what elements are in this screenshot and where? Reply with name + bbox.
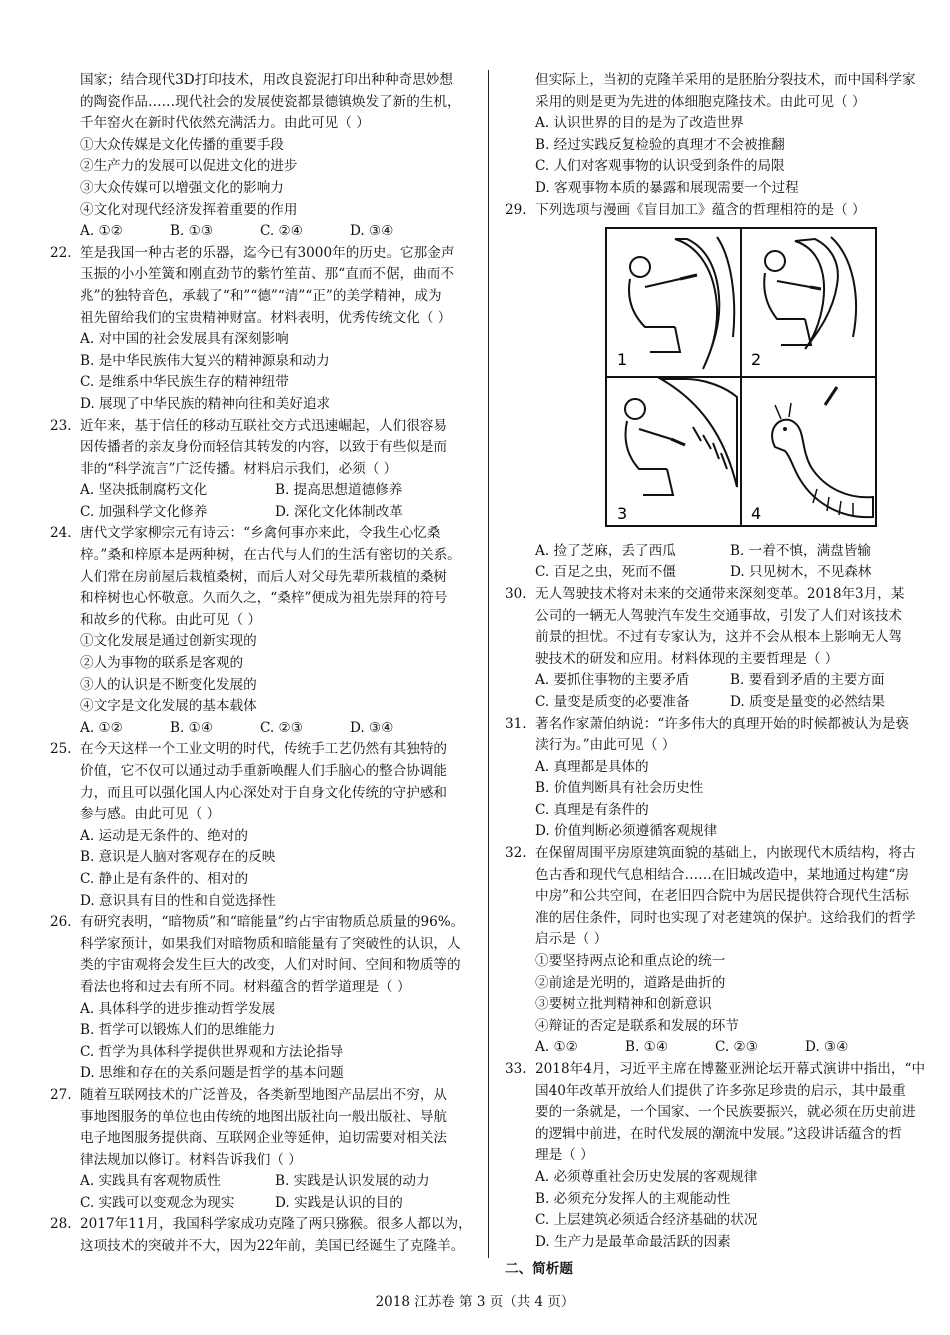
- stem-line: 梓。”桑和梓原本是两种树，在古代与人们的生活有密切的关系。: [80, 547, 461, 564]
- stem-line: 公司的一辆无人驾驶汽车发生交通事故，引发了人们对该技术: [535, 607, 903, 624]
- options-row: [80, 1171, 478, 1193]
- q28-continuation: [505, 70, 945, 200]
- stem-line: 要的一条就是，一个国家、一个民族要振兴，就必须在历史前进: [535, 1104, 916, 1121]
- stem-line: 事地图服务的单位也由传统的地图出版社向一般出版社、导航: [80, 1108, 448, 1125]
- option-c[interactable]: C. 加强科学文化修养: [80, 503, 208, 520]
- stem-line: 价值，它不仅可以通过动手重新唤醒人们手脑心的整合协调能: [80, 763, 448, 779]
- option-a[interactable]: A. 实践具有客观物质性: [80, 1173, 221, 1190]
- right-column: [505, 70, 945, 1281]
- option-d[interactable]: D. ③④: [805, 1039, 849, 1056]
- stem-line: 的逻辑中前进，在时代发展的潮流中发展。”这段讲话蕴含的哲: [535, 1125, 903, 1142]
- option-d[interactable]: D. 意识具有目的性和自觉选择性: [80, 892, 276, 909]
- option-d[interactable]: D. 价值判断必须遵循客观规律: [535, 823, 718, 840]
- statement: ③人的认识是不断变化发展的: [80, 676, 257, 693]
- stem-line: 有研究表明，“暗物质”和“暗能量”约占宇宙物质总质量的96%。: [80, 914, 465, 931]
- options-row: [80, 480, 478, 502]
- option-b[interactable]: B. 价值判断具有社会历史性: [535, 780, 704, 797]
- option-d[interactable]: D. 质变是量变的必然结果: [730, 693, 885, 710]
- question-number: 23.: [50, 417, 72, 434]
- question-30: [505, 584, 945, 714]
- stem-line: 唐代文学家柳宗元有诗云：“乡禽何事亦来此，令我生心忆桑: [80, 525, 441, 542]
- question-24: [50, 523, 478, 739]
- stem-line: 电子地图服务提供商、互联网企业等延伸，迫切需要对相关法: [80, 1130, 448, 1147]
- question-number: 27.: [50, 1086, 72, 1103]
- option-b[interactable]: B. 一着不慎，满盘皆输: [730, 542, 871, 559]
- question-29-options: [505, 541, 945, 584]
- option-c[interactable]: C. ②③: [260, 719, 303, 736]
- stem-line: 参与感。由此可见（ ）: [80, 806, 221, 823]
- option-c[interactable]: C. ②③: [715, 1039, 758, 1056]
- panel-number: 1: [617, 350, 628, 370]
- option-b[interactable]: B. 实践是认识发展的动力: [275, 1173, 430, 1190]
- option-a[interactable]: A. 运动是无条件的、绝对的: [80, 827, 248, 844]
- option-d[interactable]: D. 客观事物本质的暴露和展现需要一个过程: [535, 179, 799, 196]
- option-a[interactable]: A. 坚决抵制腐朽文化: [80, 482, 208, 499]
- option-d[interactable]: D. ③④: [350, 223, 394, 240]
- stem-line: 的陶瓷作品……现代社会的发展使瓷都景德镇焕发了新的生机，: [80, 93, 461, 110]
- question-31: [505, 714, 945, 844]
- option-b[interactable]: B. ①④: [625, 1039, 669, 1056]
- statement: ①要坚持两点论和重点论的统一: [535, 953, 726, 970]
- stem-line: 这项技术的突破并不大，因为22年前，美国已经诞生了克隆羊。: [80, 1238, 465, 1255]
- option-d[interactable]: D. ③④: [350, 719, 394, 736]
- question-28: [50, 1214, 478, 1257]
- question-number: 29.: [505, 201, 527, 218]
- stem-line: 驶技术的研发和应用。材料体现的主要哲理是（ ）: [535, 650, 839, 667]
- option-b[interactable]: B. 是中华民族伟大复兴的精神源泉和动力: [80, 352, 330, 369]
- option-c[interactable]: C. 哲学为具体科学提供世界观和方法论指导: [80, 1043, 344, 1060]
- stem-line: 采用的则是更为先进的体细胞克隆技术。由此可见（ ）: [535, 93, 866, 110]
- option-b[interactable]: B. 提高思想道德修养: [275, 482, 403, 499]
- question-27: [50, 1085, 478, 1215]
- stem-line: 下列选项与漫画《盲目加工》蕴含的哲理相符的是（ ）: [535, 201, 866, 218]
- option-c[interactable]: C. ②④: [260, 223, 303, 240]
- options-row: [535, 541, 945, 563]
- option-d[interactable]: D. 生产力是最革命最活跃的因素: [535, 1233, 731, 1250]
- option-a[interactable]: A. ①②: [535, 1039, 578, 1056]
- question-number: 22.: [50, 244, 72, 261]
- stem-line: 前景的担忧。不过有专家认为，这并不会从根本上影响无人驾: [535, 629, 903, 646]
- option-a[interactable]: A. ①②: [80, 223, 123, 240]
- question-22: [50, 243, 478, 416]
- stem-line: 力，而且可以强化国人内心深处对于自身文化传统的守护感和: [80, 784, 448, 801]
- stem-line: 科学家预计，如果我们对暗物质和暗能量有了突破性的认识，人: [80, 935, 461, 952]
- options-row: [535, 1037, 945, 1059]
- stem-line: 在保留周围平房原建筑面貌的基础上，内嵌现代木质结构，将古: [535, 845, 916, 862]
- question-number: 25.: [50, 741, 72, 758]
- statement: ④辩证的否定是联系和发展的环节: [535, 1017, 739, 1034]
- option-a[interactable]: A. 具体科学的进步推动哲学发展: [80, 1000, 276, 1017]
- stem-line: 看法也将和过去有所不同。材料蕴含的哲学道理是（ ）: [80, 978, 411, 995]
- stem-line: 著名作家萧伯纳说：“许多伟大的真理开始的时候都被认为是亵: [535, 715, 909, 732]
- question-32: [505, 843, 945, 1059]
- stem-line: 祖先留给我们的宝贵精神财富。材料表明，优秀传统文化（ ）: [80, 309, 452, 326]
- page-footer: 2018 江苏卷 第 3 页（共 4 页）: [375, 1294, 575, 1310]
- stem-line: 律法规加以修订。材料告诉我们（ ）: [80, 1151, 302, 1168]
- option-d[interactable]: D. 思维和存在的关系问题是哲学的基本问题: [80, 1065, 344, 1082]
- question-number: 30.: [505, 585, 527, 602]
- option-d[interactable]: D. 实践是认识的目的: [275, 1194, 403, 1211]
- options-row: [535, 562, 945, 584]
- stem-line: 理是（ ）: [535, 1147, 594, 1164]
- question-33: [505, 1059, 945, 1253]
- question-number: 26.: [50, 914, 72, 931]
- stem-line: 因传播者的亲友身份而轻信其转发的内容，以致于有些似是而: [80, 439, 448, 456]
- statement: ③大众传媒可以增强文化的影响力: [80, 179, 284, 196]
- option-b[interactable]: B. 哲学可以锻炼人们的思维能力: [80, 1022, 276, 1039]
- stem-line: 和故乡的代称。由此可见（ ）: [80, 611, 262, 628]
- stem-line: 中房”和公共空间，在老旧四合院中为居民提供符合现代生活标: [535, 888, 909, 905]
- option-a[interactable]: A. 必须尊重社会历史发展的客观规律: [535, 1168, 758, 1185]
- stem-line: 国40年改革开放给人们提供了许多弥足珍贵的启示，其中最重: [535, 1082, 906, 1099]
- option-a[interactable]: A. 要抓住事物的主要矛盾: [535, 672, 690, 689]
- stem-line: 准的居住条件，同时也实现了对老建筑的保护。这给我们的哲学: [535, 909, 916, 926]
- statement: ②生产力的发展可以促进文化的进步: [80, 158, 298, 175]
- option-a[interactable]: A. 认识世界的目的是为了改造世界: [535, 115, 744, 132]
- panel-number: 3: [617, 504, 628, 524]
- stem-line: 2018年4月，习近平主席在博鳌亚洲论坛开幕式演讲中指出，“中: [535, 1061, 926, 1077]
- option-b[interactable]: B. ①③: [170, 223, 214, 240]
- section-heading: 二、简析题: [505, 1261, 573, 1278]
- option-d[interactable]: D. 展现了中华民族的精神向往和美好追求: [80, 395, 331, 412]
- option-b[interactable]: B. ①④: [170, 719, 214, 736]
- option-c[interactable]: C. 静止是有条件的、相对的: [80, 870, 249, 887]
- options-row: [50, 221, 478, 243]
- stem-line: 千年窑火在新时代依然充满活力。由此可见（ ）: [80, 115, 370, 132]
- stem-line: 色古香和现代气息相结合……在旧城改造中，某地通过构建“房: [535, 866, 909, 883]
- left-column: [50, 70, 478, 1258]
- option-c[interactable]: C. 量变是质变的必要准备: [535, 693, 690, 710]
- stem-line: 近年来，基于信任的移动互联社交方式迅速崛起，人们很容易: [80, 417, 448, 434]
- question-26: [50, 912, 478, 1085]
- question-23: [50, 416, 478, 524]
- stem-line: 在今天这样一个工业文明的时代，传统手工艺仍然有其独特的: [80, 741, 448, 758]
- panel-number: 2: [751, 350, 762, 370]
- option-c[interactable]: C. 上层建筑必须适合经济基础的状况: [535, 1212, 758, 1229]
- option-b[interactable]: B. 意识是人脑对客观存在的反映: [80, 849, 276, 866]
- options-row: [80, 718, 478, 740]
- question-25: [50, 739, 478, 912]
- question-number: 33.: [505, 1061, 527, 1077]
- option-c[interactable]: C. 实践可以变观念为现实: [80, 1194, 235, 1211]
- stem-line: 非的“科学流言”广泛传播。材料启示我们，必须（ ）: [80, 460, 398, 477]
- option-d[interactable]: D. 只见树木，不见森林: [730, 564, 872, 581]
- stem-line: 2017年11月，我国科学家成功克隆了两只猕猴。很多人都以为，: [80, 1216, 472, 1233]
- question-number: 31.: [505, 715, 527, 732]
- option-b[interactable]: B. 必须充分发挥人的主观能动性: [535, 1190, 731, 1207]
- option-c[interactable]: C. 人们对客观事物的认识受到条件的局限: [535, 158, 785, 175]
- stem-line: 和梓树也心怀敬意。久而久之，“桑梓”便成为祖先崇拜的符号: [80, 590, 448, 607]
- statement: ①文化发展是通过创新实现的: [80, 633, 257, 650]
- options-row: [80, 1193, 478, 1215]
- option-a[interactable]: A. 捡了芝麻，丢了西瓜: [535, 542, 676, 559]
- stem-line: 启示是（ ）: [535, 931, 608, 948]
- statement: ④文化对现代经济发挥着重要的作用: [80, 201, 298, 218]
- statement: ③要树立批判精神和创新意识: [535, 996, 712, 1013]
- option-a[interactable]: A. 真理都是具体的: [535, 758, 649, 775]
- option-b[interactable]: B. 经过实践反复检验的真理才不会被推翻: [535, 136, 785, 153]
- stem-line: 渎行为。”由此可见（ ）: [535, 737, 676, 754]
- question-number: 32.: [505, 845, 527, 862]
- options-row: [80, 502, 478, 524]
- option-d[interactable]: D. 深化文化体制改革: [275, 503, 403, 520]
- stem-line: 无人驾驶技术将对未来的交通带来深刻变革。2018年3月，某: [535, 585, 905, 602]
- question-number: 28.: [50, 1216, 72, 1233]
- option-a[interactable]: A. 对中国的社会发展具有深刻影响: [80, 331, 289, 348]
- option-c[interactable]: C. 百足之虫，死而不僵: [535, 564, 676, 581]
- options-row: [535, 692, 945, 714]
- statement: ①大众传媒是文化传播的重要手段: [80, 136, 284, 153]
- statement: ④文字是文化发展的基本载体: [80, 698, 257, 715]
- stem-line: 兆”的独特音色，承载了“和”“德”“清”“正”的美学精神，成为: [80, 287, 442, 304]
- option-c[interactable]: C. 是维系中华民族生存的精神纽带: [80, 374, 289, 391]
- option-a[interactable]: A. ①②: [80, 719, 123, 736]
- question-29: [505, 200, 945, 222]
- stem-line: 笙是我国一种古老的乐器，迄今已有3000年的历史。它那金声: [80, 244, 455, 261]
- statement: ②人为事物的联系是客观的: [80, 655, 244, 672]
- option-b[interactable]: B. 要看到矛盾的主要方面: [730, 672, 885, 689]
- comic-blind-processing: [605, 227, 877, 527]
- stem-line: 类的宇宙观将会发生巨大的改变，人们对时间、空间和物质等的: [80, 957, 461, 974]
- question-number: 24.: [50, 525, 72, 542]
- option-c[interactable]: C. 真理是有条件的: [535, 801, 649, 818]
- panel-number: 4: [751, 504, 762, 524]
- stem-line: 随着互联网技术的广泛普及，各类新型地图产品层出不穷，从: [80, 1086, 448, 1103]
- q21-continuation: [50, 70, 478, 243]
- column-divider: [488, 70, 489, 1258]
- options-row: [535, 670, 945, 692]
- stem-line: 国家；结合现代3D打印技术，用改良瓷泥打印出种种奇思妙想: [80, 72, 453, 88]
- stem-line: 玉振的小小笙簧和刚直劲节的紫竹笙苗、那“直而不倨，曲而不: [80, 266, 454, 283]
- statement: ②前途是光明的，道路是曲折的: [535, 974, 726, 991]
- stem-line: 人们常在房前屋后栽植桑树，而后人对父母先辈所栽植的桑树: [80, 568, 448, 585]
- stem-line: 但实际上，当初的克隆羊采用的是胚胎分裂技术，而中国科学家: [535, 72, 916, 88]
